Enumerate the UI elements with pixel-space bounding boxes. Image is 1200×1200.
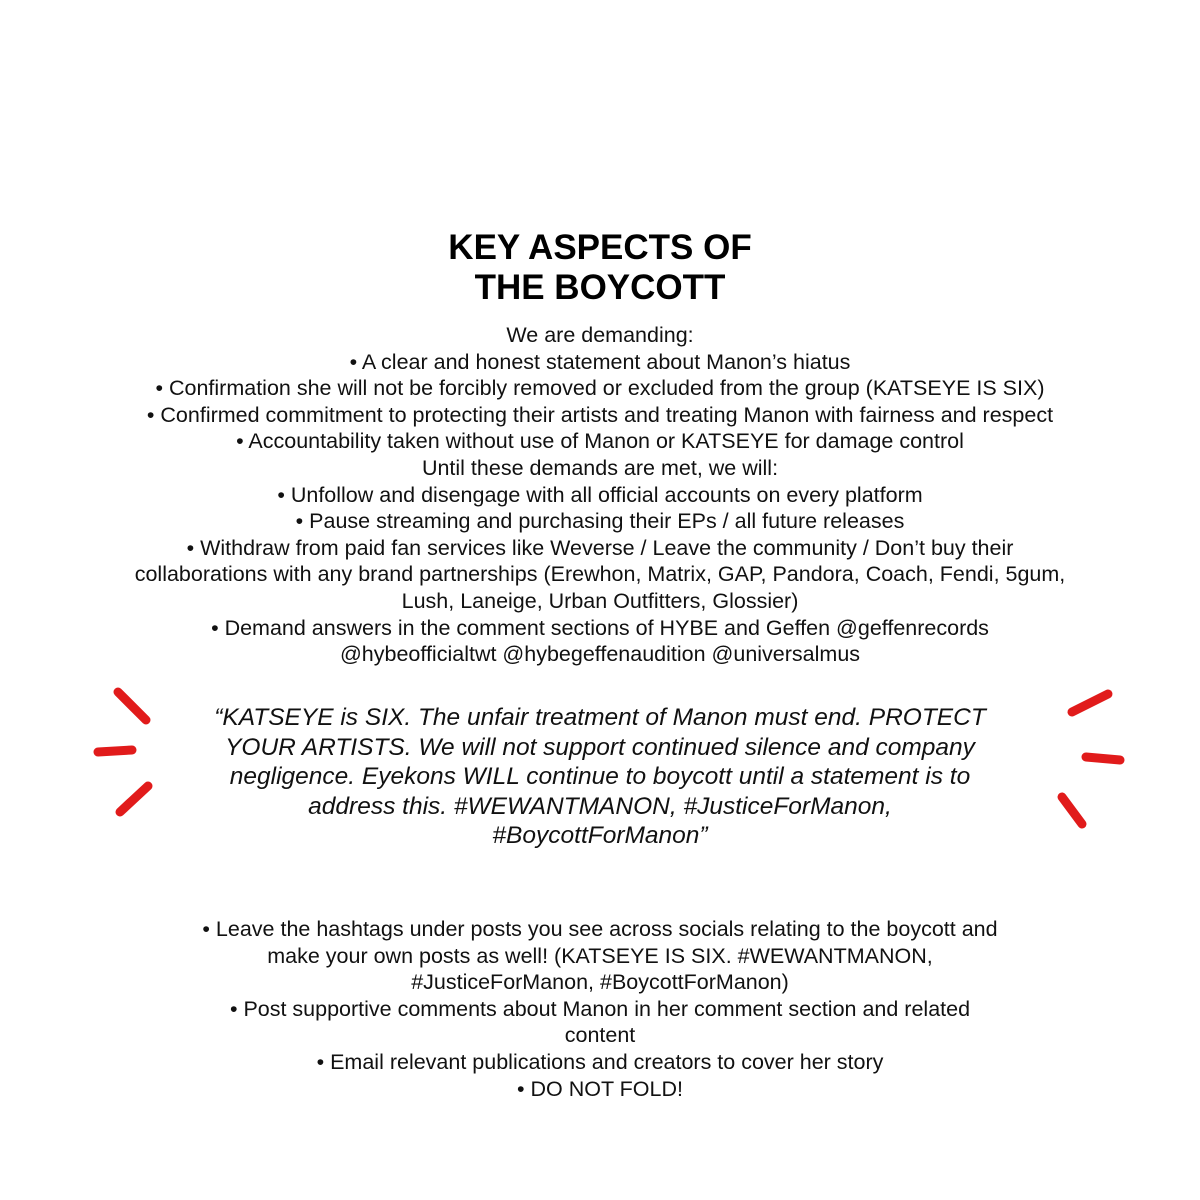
page-title (0, 228, 1200, 308)
quote-line: “KATSEYE is SIX. The unfair treatment of Manon must end. PROTECT (214, 704, 986, 731)
demand-item: • Confirmation she will not be forcibly removed or excluded from the group (KATSEYE IS SIX) (155, 376, 1045, 401)
until-intro: Until these demands are met, we will: (421, 455, 779, 480)
additional-actions-section (0, 916, 1200, 1102)
boycott-action-line: • Demand answers in the comment sections of HYBE and Geffen @geffenrecords (211, 615, 989, 640)
boycott-action-line: collaborations with any brand partnerships (Erewhon, Matrix, GAP, Pandora, Coach, Fendi, 5gum, (134, 562, 1066, 587)
boycott-action-line: @hybeofficialtwt @hybegeffenaudition @universalmus (339, 642, 861, 667)
action-line: #JusticeForManon, #BoycottForManon) (411, 970, 789, 995)
action-line: • DO NOT FOLD! (516, 1076, 683, 1101)
demand-item: • Accountability taken without use of Manon or KATSEYE for damage control (236, 429, 964, 454)
boycott-action-line: • Pause streaming and purchasing their EPs / all future releases (295, 509, 905, 534)
quote-line: #BoycottForManon” (492, 822, 708, 849)
boycott-action-line: • Withdraw from paid fan services like Weverse / Leave the community / Don’t buy their (186, 535, 1014, 560)
demand-item: • Confirmed commitment to protecting their artists and treating Manon with fairness and respect (146, 402, 1054, 427)
quote-line: negligence. Eyekons WILL continue to boycott until a statement is to (229, 763, 971, 790)
boycott-action-line: • Unfollow and disengage with all official accounts on every platform (277, 482, 923, 507)
action-line: • Post supportive comments about Manon in her comment section and related (229, 996, 971, 1021)
action-line: • Leave the hashtags under posts you see across socials relating to the boycott and (202, 917, 998, 941)
boycott-action-line: Lush, Laneige, Urban Outfitters, Glossier) (401, 588, 799, 613)
quote-line: address this. #WEWANTMANON, #JusticeForManon, (308, 792, 892, 820)
demands-intro: We are demanding: (506, 323, 694, 347)
title-line-1: KEY ASPECTS OF (448, 228, 752, 267)
quote-line: YOUR ARTISTS. We will not support continued silence and company (225, 733, 975, 761)
action-line: make your own posts as well! (KATSEYE IS SIX. #WEWANTMANON, (267, 943, 933, 968)
demands-section (0, 322, 1200, 668)
boycott-quote (0, 703, 1200, 851)
title-line-2: THE BOYCOTT (474, 268, 726, 307)
demand-item: • A clear and honest statement about Manon’s hiatus (349, 349, 851, 374)
action-line: content (564, 1023, 636, 1048)
action-line: • Email relevant publications and creators to cover her story (316, 1049, 884, 1074)
